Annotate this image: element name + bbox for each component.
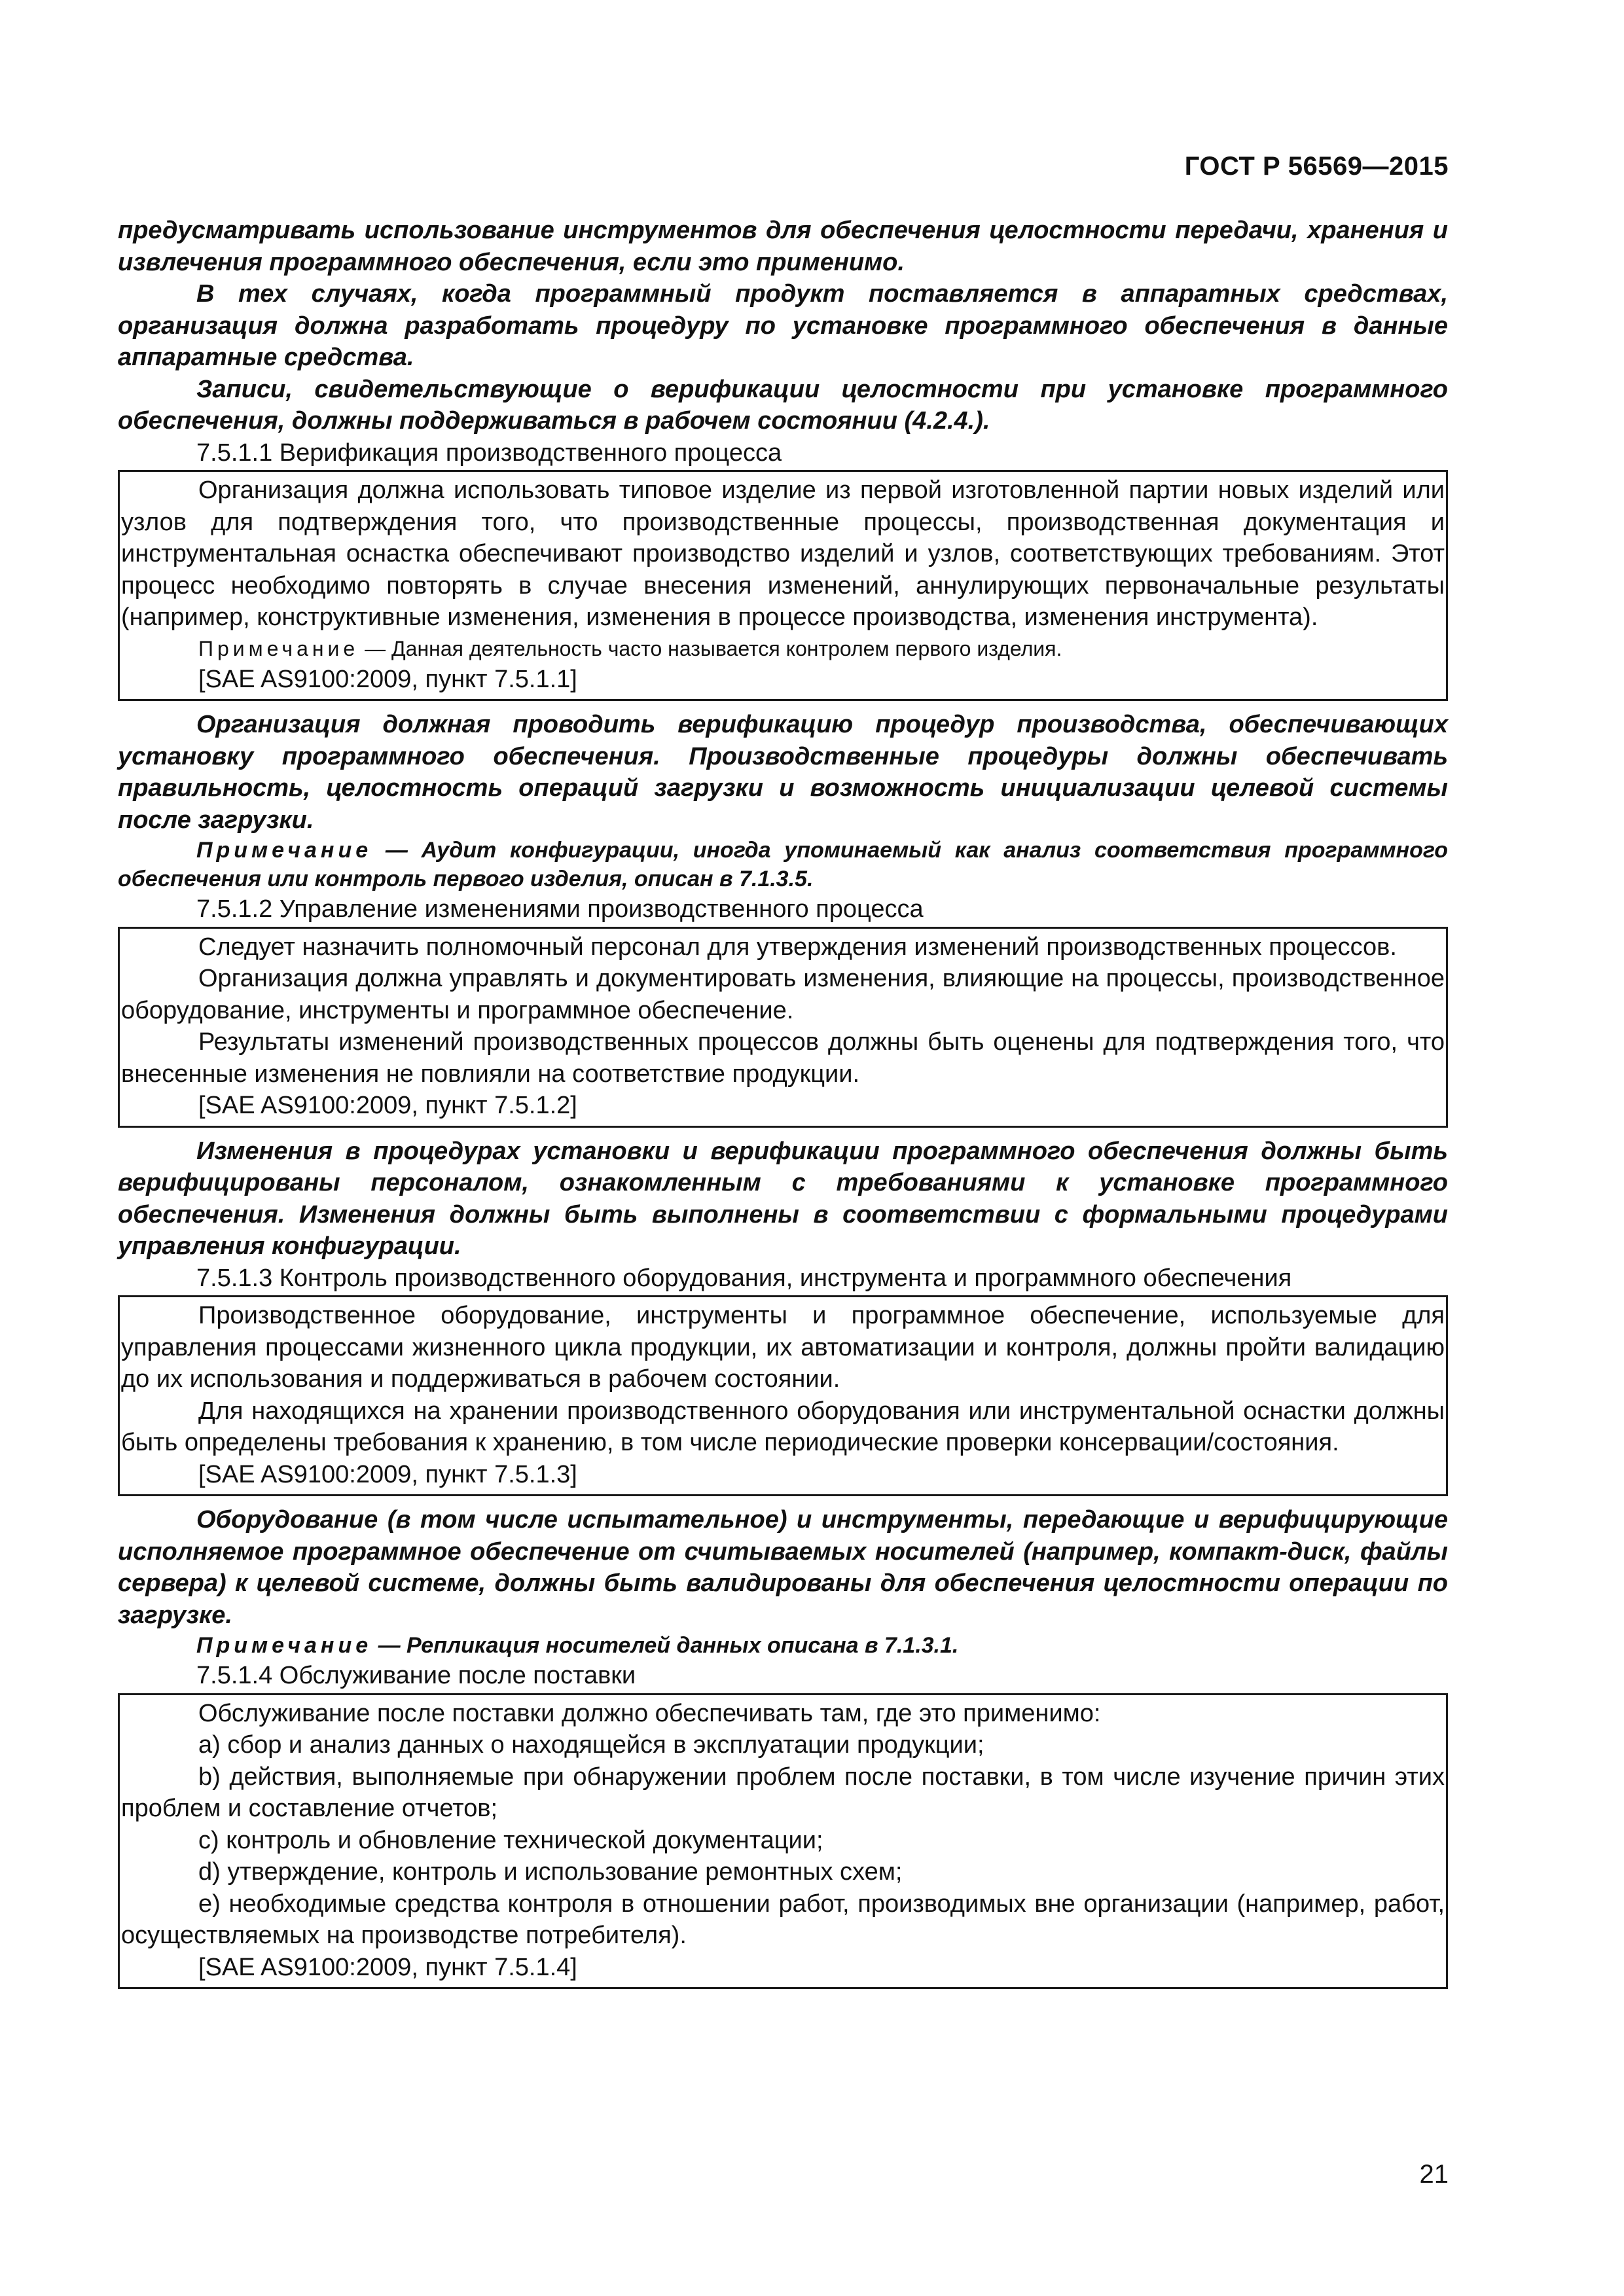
- note-text: — Данная деятельность часто называется контролем первого изделия.: [359, 636, 1062, 660]
- section-heading-7-5-1-3: 7.5.1.3 Контроль производственного оборудования, инструмента и программного обеспечения: [196, 1264, 1292, 1292]
- paragraph-hardware-delivery: В тех случаях, когда программный продукт поставляется в аппаратных средствах, организация должна разработать процедуру по установке программного обеспечения в данные аппаратные средства.: [118, 280, 1448, 371]
- requirement-box-7-5-1-4: [118, 1693, 1448, 1990]
- list-item-c: c) контроль и обновление технической документации;: [198, 1826, 823, 1854]
- note-label: Примечание: [196, 838, 372, 863]
- section-heading-7-5-1-1: 7.5.1.1 Верификация производственного процесса: [196, 439, 782, 467]
- page-number: 21: [1419, 2160, 1449, 2189]
- paragraph-tools-integrity: предусматривать использование инструментов для обеспечения целостности передачи, хранения и извлечения программного обеспечения, если это применимо.: [118, 217, 1448, 276]
- note-text: — Аудит конфигурации, иногда упоминаемый как анализ соответствия программного обеспечения или контроль первого изделия, описан в 7.1.3.5.: [118, 838, 1448, 891]
- note: [121, 635, 1445, 662]
- paragraph-integrity-records: Записи, свидетельствующие о верификации целостности при установке программного обеспечения, должны поддерживаться в рабочем состоянии (4.2.4.).: [118, 375, 1448, 435]
- box-paragraph: Организация должна управлять и документировать изменения, влияющие на процессы, производственное оборудование, инструменты и программное обеспечение.: [121, 965, 1445, 1024]
- document-code: ГОСТ Р 56569—2015: [1184, 152, 1449, 181]
- reference: [SAE AS9100:2009, пункт 7.5.1.4]: [198, 1953, 577, 1981]
- paragraph-change-verification: Изменения в процедурах установки и верификации программного обеспечения должны быть верифицированы персоналом, ознакомленным с требованиями к установке программного обеспечения. Изменения должны быть выполнены в соответствии с формальными процедурами управления конфигурации.: [118, 1137, 1448, 1260]
- paragraph-production-verification: Организация должная проводить верификацию процедур производства, обеспечивающих установку программного обеспечения. Производственные процедуры должны обеспечивать правильность, целостность операций загрузки и возможность инициализации целевой системы после загрузки.: [118, 711, 1448, 834]
- box-intro: Обслуживание после поставки должно обеспечивать там, где это применимо:: [198, 1699, 1101, 1727]
- note-media-replication: [118, 1631, 1448, 1660]
- list-item-e: e) необходимые средства контроля в отношении работ, производимых вне организации (например, работ, осуществляемых на производстве потребителя).: [121, 1890, 1445, 1949]
- box-paragraph: Результаты изменений производственных процессов должны быть оценены для подтверждения того, что внесенные изменения не повлияли на соответствие продукции.: [121, 1028, 1445, 1088]
- note-text: — Репликация носителей данных описана в 7.1.3.1.: [372, 1633, 959, 1658]
- reference: [SAE AS9100:2009, пункт 7.5.1.1]: [198, 665, 577, 693]
- note-label: Примечание: [196, 1633, 372, 1658]
- box-paragraph: Следует назначить полномочный персонал для утверждения изменений производственных процессов.: [198, 933, 1397, 961]
- page-content: [118, 215, 1448, 1997]
- list-item-a: a) сбор и анализ данных о находящейся в эксплуатации продукции;: [198, 1731, 984, 1759]
- reference: [SAE AS9100:2009, пункт 7.5.1.2]: [198, 1092, 577, 1119]
- box-paragraph: Для находящихся на хранении производственного оборудования или инструментальной оснастки должны быть определены требования к хранению, в том числе периодические проверки консервации/состояния.: [121, 1397, 1445, 1456]
- box-paragraph: Производственное оборудование, инструменты и программное обеспечение, используемые для управления процессами жизненного цикла продукции, их автоматизации и контроля, должны пройти валидацию до их использования и поддерживаться в рабочем состоянии.: [121, 1302, 1445, 1393]
- list-item-b: b) действия, выполняемые при обнаружении проблем после поставки, в том числе изучение причин этих проблем и составление отчетов;: [121, 1763, 1445, 1822]
- paragraph-equipment-validation: Оборудование (в том числе испытательное) и инструменты, передающие и верифицирующие исполняемое программное обеспечение от считываемых носителей (например, компакт-диск, файлы сервера) к целевой системе, должны быть валидированы для обеспечения целостности операции по загрузке.: [118, 1506, 1448, 1629]
- reference: [SAE AS9100:2009, пункт 7.5.1.3]: [198, 1460, 577, 1488]
- note-configuration-audit: [118, 836, 1448, 893]
- section-heading-7-5-1-4: 7.5.1.4 Обслуживание после поставки: [196, 1662, 636, 1689]
- note-label: Примечание: [198, 636, 359, 660]
- box-paragraph: Организация должна использовать типовое изделие из первой изготовленной партии новых изделий или узлов для подтверждения того, что производственные процессы, производственная документация и инструментальная оснастка обеспечивают производство изделий и узлов, соответствующих требованиям. Этот процесс необходимо повторять в случае внесения изменений, аннулирующих первоначальные результаты (например, конструктивные изменения, изменения в процессе производства, изменения инструмента).: [121, 476, 1445, 631]
- list-item-d: d) утверждение, контроль и использование ремонтных схем;: [198, 1858, 903, 1886]
- requirement-box-7-5-1-2: [118, 927, 1448, 1128]
- section-heading-7-5-1-2: 7.5.1.2 Управление изменениями производственного процесса: [196, 895, 924, 923]
- requirement-box-7-5-1-1: [118, 470, 1448, 701]
- requirement-box-7-5-1-3: [118, 1295, 1448, 1496]
